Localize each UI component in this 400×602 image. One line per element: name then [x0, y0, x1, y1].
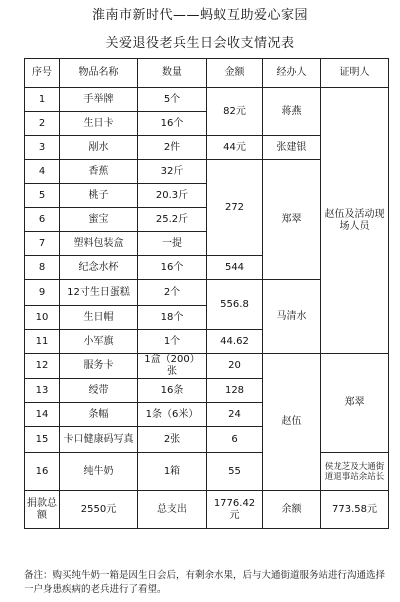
- row-item: 塑料包装盒: [60, 232, 138, 256]
- row-item: 生日帽: [60, 306, 138, 330]
- row-qty: 1个: [138, 330, 207, 354]
- table-row: [25, 88, 389, 112]
- amount-cell: 20: [207, 354, 263, 379]
- row-no: 12: [25, 354, 60, 379]
- amount-cell: 272: [207, 160, 263, 256]
- title-line-1: 淮南市新时代——蚂蚁互助爱心家园: [91, 8, 308, 23]
- donation-label: 捐款总额: [25, 491, 60, 529]
- row-qty: 1条（6米）: [138, 403, 207, 427]
- title-line-2: 关爱退役老兵生日会收支情况表: [105, 36, 295, 51]
- row-no: 8: [25, 256, 60, 280]
- row-item: 剐水: [60, 136, 138, 160]
- row-qty: 18个: [138, 306, 207, 330]
- header-row: [25, 59, 389, 88]
- row-qty: 2张: [138, 427, 207, 453]
- row-item: 纯牛奶: [60, 453, 138, 491]
- row-qty: 2个: [138, 280, 207, 306]
- row-item: 纪念水杯: [60, 256, 138, 280]
- row-qty: 16个: [138, 256, 207, 280]
- row-qty: 25.2斤: [138, 208, 207, 232]
- witness-cell: 侯龙芝及大通街道退事站余站长: [321, 453, 389, 491]
- row-no: 15: [25, 427, 60, 453]
- totals-row: [25, 491, 389, 529]
- handler-cell: 马清水: [263, 280, 321, 354]
- row-no: 1: [25, 88, 60, 112]
- header-qty: 数量: [138, 59, 207, 88]
- row-item: 条幅: [60, 403, 138, 427]
- row-no: 3: [25, 136, 60, 160]
- expense-table: [24, 58, 389, 529]
- header-handler: 经办人: [263, 59, 321, 88]
- row-no: 14: [25, 403, 60, 427]
- row-item: 12寸生日蛋糕: [60, 280, 138, 306]
- table-row: [25, 354, 389, 379]
- row-no: 5: [25, 184, 60, 208]
- row-item: 小军旗: [60, 330, 138, 354]
- row-qty: 16条: [138, 379, 207, 403]
- handler-cell: 蒋燕: [263, 88, 321, 136]
- handler-cell: 赵伍: [263, 354, 321, 491]
- row-qty: 16个: [138, 112, 207, 136]
- witness-cell: 郑翠: [321, 354, 389, 453]
- row-no: 2: [25, 112, 60, 136]
- row-qty: 一提: [138, 232, 207, 256]
- header-no: 序号: [25, 59, 60, 88]
- row-item: 服务卡: [60, 354, 138, 379]
- row-no: 13: [25, 379, 60, 403]
- row-item: 手举牌: [60, 88, 138, 112]
- handler-cell: 郑翠: [263, 160, 321, 280]
- donation-value: 2550元: [60, 491, 138, 529]
- header-witness: 证明人: [321, 59, 389, 88]
- row-item: 卡口健康码写真: [60, 427, 138, 453]
- witness-cell: 赵伍及活动现场人员: [321, 88, 389, 354]
- amount-cell: 44元: [207, 136, 263, 160]
- row-item: 蜜宝: [60, 208, 138, 232]
- row-qty: 2件: [138, 136, 207, 160]
- amount-cell: 82元: [207, 88, 263, 136]
- row-item: 绶带: [60, 379, 138, 403]
- row-item: 香蕉: [60, 160, 138, 184]
- row-no: 6: [25, 208, 60, 232]
- balance-label: 余额: [263, 491, 321, 529]
- header-amount: 金额: [207, 59, 263, 88]
- row-item: 桃子: [60, 184, 138, 208]
- row-qty: 20.3斤: [138, 184, 207, 208]
- row-no: 9: [25, 280, 60, 306]
- amount-cell: 6: [207, 427, 263, 453]
- row-no: 7: [25, 232, 60, 256]
- spend-label: 总支出: [138, 491, 207, 529]
- row-qty: 5个: [138, 88, 207, 112]
- amount-cell: 24: [207, 403, 263, 427]
- amount-cell: 44.62: [207, 330, 263, 354]
- spend-value: 1776.42元: [207, 491, 263, 529]
- row-no: 16: [25, 453, 60, 491]
- table-row: [25, 453, 389, 491]
- row-qty: 1盒（200）张: [138, 354, 207, 379]
- row-no: 10: [25, 306, 60, 330]
- handler-cell: 张建银: [263, 136, 321, 160]
- header-item: 物品名称: [60, 59, 138, 88]
- footnote: 备注：购买纯牛奶一箱是因生日会后，有剩余水果，后与大通街道服务站进行沟通选择一户身患疾病的老兵进行了看望。: [24, 570, 386, 595]
- amount-cell: 544: [207, 256, 263, 280]
- row-no: 4: [25, 160, 60, 184]
- row-qty: 1箱: [138, 453, 207, 491]
- amount-cell: 556.8: [207, 280, 263, 330]
- row-no: 11: [25, 330, 60, 354]
- row-qty: 32斤: [138, 160, 207, 184]
- balance-value: 773.58元: [321, 491, 389, 529]
- row-item: 生日卡: [60, 112, 138, 136]
- amount-cell: 128: [207, 379, 263, 403]
- amount-cell: 55: [207, 453, 263, 491]
